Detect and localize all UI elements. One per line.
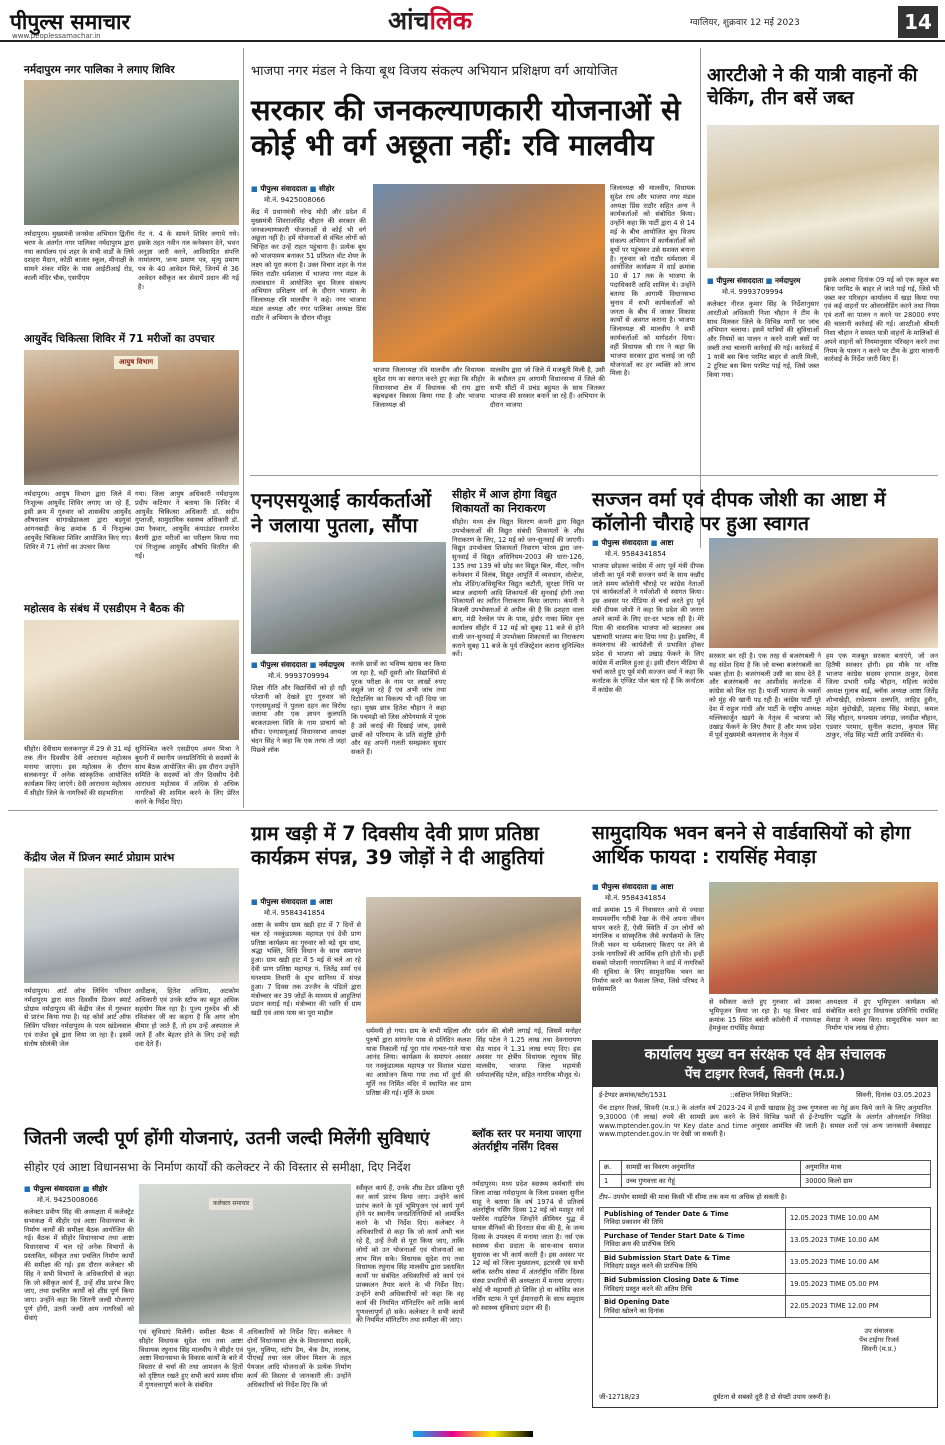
tender-footer: दुर्घटना से सबको दूरी है दो सेफ्टी उपाय जरूरी है।	[713, 1393, 831, 1402]
tender-date-label: Publishing of Tender Date & Time	[604, 1209, 729, 1218]
article-body: सीहोर। देवीधाम सलकनपुर में 29 से 31 मई तक तीन दिवसीय देवी आराधना महोत्सव मनाया जाएगा। इस महोत्सव के दौरान सलकनपुर में अनेक सांस्कृतिक आयोजित कार्यक्रम किए जाएंगे। देवी आराधना महोत्सव में सीहोर जिले के नागरिकों की सहभागिता	[24, 745, 131, 798]
article-body: हम एक मजबूत सरकार बनाएंगे, जो जन हितैषी सरकार होगी। इस मौके पर वरिष्ठ भाजपा कांग्रेस सदस्य हरपाल ठाकुर, देवास जिला प्रभारी धर्मेंद्र चौहान, महिला कांग्रेस अध्यक्ष गुलाब बाई, ब्लॉक अध्यक्ष आष्टा जितेंद्र शोभाखेड़ी, राधेश्याम दलपति, जाहिद हुसैन, महेश मुंदोखेड़ी, प्रहलाद सिंह मेवाड़ा, कमल सिंह चौहान, घनश्याम जांगड़ा, जगदीश चौहान, एडवार परमार, सुनील कटारा, कृपाल सिंह ठाकुर, नरेंद्र सिंह भाटी आदि उपस्थित थे।	[826, 652, 938, 740]
article-headline: सज्जन वर्मा एवं दीपक जोशी का आष्टा में कॉलोनी चौराहे पर हुआ स्वागत	[592, 488, 886, 536]
table-row	[600, 1229, 931, 1251]
byline-dot-icon: ■	[309, 660, 317, 669]
table-row	[600, 1207, 931, 1229]
article-photo	[24, 80, 239, 225]
byline-dot-icon: ■	[24, 1184, 31, 1193]
article-body: इसके अलावा दिनांक 09 मई को एक स्कूल बस बिना परमिट के बाहर ले जाते पाई गई, जिसे भी जब्त कर परिवहन कार्यालय में खड़ा किया गया एवं कई वाहनों पर ओवरलोडिंग करने तथा नियम एवं शर्तों का पालन न करने पर 28000 रुपए की चालानी कार्रवाई की गई। आरटीओ श्रीमती निशा चौहान ने समस्त यात्री वाहनों के मालिकों से अपने वाहनों को नियमानुसार परिवहन करने तथा नियम के पालन न करने पर टीम के द्वारा चालानी कार्रवाई के निर्देश जारी किए हैं।	[824, 276, 939, 364]
table-cell: उच्च गुणवत्ता का गेहूं	[622, 1174, 801, 1188]
article-body: अध्यक्षता में हुए भूमिपूजन कार्यक्रम को संबोधित करते हुए विधायक प्रतिनिधि रायसिंह मेवाड़ा ने व्यक्त किए। सामुदायिक भवन का निर्माण पांच लाख से होगा।	[826, 998, 938, 1033]
dateline: ग्वालियर, शुक्रवार 12 मई 2023	[690, 18, 800, 28]
tender-date-label-hindi: निविदा खोलने का दिनांक	[604, 1306, 664, 1315]
article-kicker: भाजपा नगर मंडल ने किया बूथ विजय संकल्प अभियान प्रशिक्षण वर्ग आयोजित	[251, 64, 618, 79]
byline-place: नर्मदापुरम	[775, 276, 801, 285]
byline-mobile: मो.नं. 9584341854	[264, 909, 326, 917]
article-body: नर्मदापुरम। मध्य प्रदेश स्वास्थ्य कर्मचारी संघ जिला शाखा नर्मदापुरम के जिला प्रवक्ता सुनील साहू ने बताया कि वर्ष 1974 से प्रतिवर्ष अंतर्राष्ट्रीय नर्सिंग दिवस 12 मई को मशहूर नर्स फ्लोरेंस नाइटिंगेल जिन्होंने क्रीमियर युद्ध में घायल सैनिकों की दिनरात सेवा की है, के जन्म दिवस के उपलक्ष्य में मनाया जाता है। नर्स एक स्वास्थ्य सेवा प्रदाता के साथ-साथ समाज सुधारक का भी कार्य करती है। इस अवसर पर 12 मई को जिला मुख्यालय, इटारसी एवं सभी ब्लॉक स्तरीय संस्था में अंतर्राष्ट्रीय नर्सिंग दिवस संस्था प्रभारियों की अध्यक्षता में मनाया जाएगा। कोई भी महामारी हो शिविर हो या कोविड काल नर्सिंग स्टाफ ने पूर्ण ईमानदारी के साथ समुदाय को स्वास्थ्य सुविधाएं प्रदान की हैं।	[472, 1180, 584, 1312]
byline-mobile: मो.नं. 9993709994	[268, 672, 330, 680]
article-body: करके छात्रों का भविष्य खराब कर किया जा रहा है, वहीं दूसरी ओर विद्यार्थियों से पूरक परीक्षा के नाम पर लाखों रुपए वसूले जा रहे हैं एवं अभी जांच तथा रिटोटलिंग का विकल्प भी नहीं दिया जा रहा। मुख्य छात्र हितेश चौहान ने कहा कि पचमढ़ी को जिस ओपेनमार्क में पूरक है उसे कराई की दिखाई जांच, इससे छात्रों को परिणाम के प्रति संतुष्टि होगी और वह अपनी गलती समझकर सुधार सकते हैं।	[351, 660, 446, 757]
byline-mobile: मो.नं. 9425008066	[264, 196, 326, 204]
tender-dates-table	[599, 1207, 931, 1319]
tender-ref: ई-टेण्डर क्रमांक/स्टोर/1531	[599, 1091, 667, 1100]
byline-mobile: मो.नं. 9425008066	[37, 1196, 99, 1204]
byline-mobile: मो.नं. 9584341854	[605, 894, 667, 902]
article-photo	[709, 538, 938, 648]
article-photo	[139, 1184, 351, 1324]
article-photo	[251, 542, 446, 654]
article-body: अधीक्षक, हितेश अन्डिया, अटकोम अधिकारी एवं उनके स्टॉफ का बहुत अधिक सहयोग मिल रहा है। पूज्य गुरुदेव श्री श्री रविशंकर जी का कहना है कि अगर लोग बीमार हो जाते हैं, तो हम उन्हें अस्पताल ले जाते हैं और बेहतर होने के लिए उन्हें सही दवा देते हैं।	[135, 987, 239, 1048]
table-row	[600, 1274, 931, 1296]
tender-date-label: Purchase of Tender Start Date & Time	[604, 1231, 745, 1240]
table-cell	[600, 1251, 786, 1273]
row-rule	[250, 810, 938, 811]
byline	[251, 897, 361, 906]
table-cell	[600, 1274, 786, 1296]
tender-date-label: Bid Submission Start Date & Time	[604, 1253, 731, 1262]
tender-subtitle: पेंच टाइगर रिजर्व, सिवनी (म.प्र.)	[593, 1067, 937, 1088]
byline-place: सीहोर	[92, 1184, 108, 1193]
byline-dot-icon: ■	[650, 538, 658, 547]
masthead	[0, 0, 945, 42]
tender-date-label: Bid Submission Closing Date & Time	[604, 1276, 739, 1285]
table-header: क्र.	[600, 1160, 622, 1174]
article-body: सुनिश्चित करने एसडीएम अमन मिश्रा ने बुधनी में स्थानीय जनप्रतिनिधि से सदस्यों के साथ बैठक आयोजित की। इस दौरान उन्होंने समिति के सदस्यों को तीन दिवसीय देवी आराधना महोत्सव में अधिक से अधिक नागरिकों की शामिल करने के लिए प्रेरित करने के निर्देश दिए।	[135, 745, 239, 806]
article-body: कलेक्टर प्रवीण सिंह की अध्यक्षता में कलेक्ट्रेट सभाकक्ष में सीहोर एवं आष्टा विधानसभा के निर्माण कार्यों की समीक्षा बैठक आयोजित की गई। बैठक में सीहोर विधानसभा तथा आष्टा विधानसभा में चल रहे अनेक विभागों के प्रस्तावित, स्वीकृत तथा प्रचलित निर्माण कार्यों की समीक्षा की गई। इस दौरान कलेक्टर श्री सिंह ने सभी विभागों के अधिकारियों से कहा कि जो स्वीकृत कार्य हैं, उन्हें शीघ्र प्रारंभ किए जाए, तथा प्रचलित कार्यों को शीघ्र पूर्ण किया जाए। उन्होंने कहा कि जितनी जल्दी योजनाएं पूर्ण होंगी, उतनी जल्दी आम नागरिकों को सेवाएं	[24, 1208, 134, 1322]
byline-reporter: पीपुल्स संवाददाता	[716, 276, 764, 285]
article-body: सीहोर। मध्य क्षेत्र विद्युत वितरण कंपनी द्वारा विद्युत उपभोक्ताओं की विद्युत संबंधी शिकायतों के शीघ्र निराकरण के लिए, 12 मई को जन-सुनवाई की जाएगी। विद्युत उपभोक्ता शिकायतों निवारण फोरम द्वारा जन-सुनवाई में विद्युत अधिनियम-2003 की धारा-126, 135 तथा 139 को छोड़ कर विद्युत बिल, मीटर, नवीन कनेक्शन में विलंब, विद्युत आपूर्ति में व्यवधान, वोल्टेज, लोड शेडिंग/अधिसूचित विद्युत कटौती, सुरक्षा निधि पर ब्याज अदायगी आदि शिकायतों की सुनवाई होगी तथा शिकायतों का त्वरित निराकरण किया जाएगा। कंपनी ने बिजली उपभोक्ताओं से अपील की है कि दशहरा वाला बाग, मंडी रेलवेल पंप के पास, इंदौर नाका स्थित वृत्त कार्यालय सीहोर में 12 मई को सुबह 11 बजे से होने वाली जन-सुनवाई में उपभोक्ता शिकायतों का निराकरण कराने सुबह 11 बजे के पूर्व रजिस्ट्रेशन कराना सुनिश्चित करें।	[452, 518, 584, 659]
newspaper-logo: पीपुल्स समाचार	[10, 9, 131, 34]
byline-place: सीहोर	[319, 184, 335, 193]
byline-dot-icon: ■	[650, 882, 658, 891]
tender-date-label-hindi: निविदा प्रकाशन की तिथि	[604, 1218, 664, 1227]
article-body: एवं सुविधाएं मिलेंगी। समीक्षा बैठक में सीहोर विधायक सुदेश राय तथा आष्टा विधायक रघुनाथ सिंह मालवीय ने सीहोर एवं आष्टा विधानसभा के विकास कार्यों के बारे में विस्तार से चर्चा की तथा आमजन के हितों को दृष्टिगत रखते हुए सभी कार्य समय सीमा में गुणवत्तापूर्ण करने के संबंधित	[139, 1328, 243, 1389]
tender-item-table	[599, 1160, 931, 1188]
photo-banner-sign: कलेक्टर समाचार	[209, 1198, 253, 1210]
article-body: से स्वीकार करते हुए गुरुवार को उसका भूमिपूजन किया जा रहा है। यह विचार वार्ड क्रमांक 15 स्थित बसंती कॉलोनी में नपाध्यक्ष हेमकुंवर रायसिंह मेवाड़ा	[709, 998, 821, 1033]
table-cell: 1	[600, 1174, 622, 1188]
article-headline: सरकार की जनकल्याणकारी योजनाओं से कोई भी वर्ग अछूता नहीं: रवि मालवीय	[251, 93, 681, 163]
byline-place: आष्टा	[660, 882, 674, 891]
article-headline: सामुदायिक भवन बनने से वार्डवासियों को होगा आर्थिक फायदा : रायसिंह मेवाड़ा	[592, 822, 911, 868]
table-cell	[600, 1207, 786, 1229]
byline-reporter: पीपुल्स संवाददाता	[601, 538, 649, 547]
byline-dot-icon: ■	[592, 538, 599, 547]
print-color-bar	[0, 1428, 945, 1440]
article-headline: महोत्सव के संबंध में एसडीएम ने बैठक की	[24, 603, 185, 615]
article-photo	[24, 868, 239, 983]
table-row	[600, 1251, 931, 1273]
section-title-right: लिक	[429, 6, 473, 35]
byline-mobile: मो.नं. 9584341854	[605, 550, 667, 558]
byline-place: आष्टा	[660, 538, 674, 547]
tender-date-value: 22.05.2023 TIME 12.00 PM	[786, 1296, 931, 1318]
tender-date-value: 13.05.2023 TIME 10.00 AM	[786, 1251, 931, 1273]
tender-date-label: Bid Opening Date	[604, 1298, 670, 1307]
tender-code: जी-12718/23	[599, 1393, 640, 1402]
byline-reporter: पीपुल्स संवाददाता	[260, 184, 308, 193]
table-header: सामग्री का विवरण अनुमानित	[622, 1160, 801, 1174]
tender-notice-label: ::संक्षिप्त निविदा विज्ञप्ति::	[730, 1091, 793, 1100]
article-body: कलेक्टर नीरज कुमार सिंह के निर्देशानुसार आरटीओ अधिकारी निशा चौहान ने टीम के साथ मिलकर जिले के विभिन्न मार्गों पर जांच अभियान चलाया। इसमें यात्रियों की सुविधाओं और नियमों का पालन न करने वाली बसों पर जब्ती तथा चालानी कार्रवाई की गई। कार्रवाई में 1 यात्री बस बिना परमिट बाहर से आती मिली, 2 टूरिस्ट बस बिना परमिट पाई गई, जिसे जब्त किया गया।	[707, 300, 819, 379]
row-rule	[250, 475, 938, 476]
table-row	[600, 1296, 931, 1318]
photo-banner-sign: आयुष विभाग	[114, 356, 158, 369]
article-body: अधिकारियों को निर्देश दिए। कलेक्टर ने दोनों विधानसभा क्षेत्र के विधानसभा सड़कें, पुल, पुलिया, स्टॉप डैम, चेक डैम, तालाब, पीएचई तथा जल जीवन मिशन के तहत पेयजल आदि योजनाओं के प्रत्येक निर्माण कार्य की विस्तार से जानकारी ली। उन्होंने अधिकारियों को निर्देश दिए कि जो	[247, 1328, 351, 1389]
article-body: धर्ममयी हो गया। ग्राम के सभी महिला और पुरुषों द्वारा सांगानेर पास से प्रतिदिन कलश यात्रा निकाली गई पूरा गांव नाचत-गाते यात्रा आनंद लिया। कार्यक्रम के समापन अवसर पर नवकुंडात्मक महायज्ञ पर विशाल भंडारा का आयोजन किया गया तथा माँ दुर्गा की मूर्ति नव निर्मित मंदिर में स्थापित कर प्राण प्रतिष्ठा की गई। मूर्ति के प्रथम	[366, 1027, 471, 1097]
article-body: नर्मदापुरम। आयुष विभाग द्वारा जिले में निःशुल्क आयुर्वेद शिविर लगाए जा रहे हैं, इसी क्रम में गुरुवार को शासकीय आयुर्वेद औषधालय सांगाखेड़ाकला द्वारा बड़गुवां आंगनबाड़ी केन्द्र क्रमांक 6 में निःशुल्क आयुर्वेद चिकित्सा शिविर आयोजित किए गए। शिविर में 71 लोगों का उपचार किया	[24, 490, 131, 551]
article-photo	[709, 882, 938, 994]
column-rule	[243, 48, 244, 808]
article-body: जिलाध्यक्ष श्री मालवीय, विधायक सुदेश राय और भाजपा नगर मंडल अध्यक्ष प्रिंस राठौर सहित अन्य ने कार्यकर्ताओं को संबोधित किया। उन्होंने कहा कि पार्टी द्वारा 4 से 14 मई के बीच आयोजित बूथ विजय संकल्प अभियान में कार्यकर्ताओं को बूथों पर पहुंचकर उसे सशक्त बनाना है। गुरुवार को राठौर धर्मशाला में आयोजित कार्यक्रम में वार्ड क्रमांक 10 से 17 तक के भाजपा के पदाधिकारी आदि शामिल थे। उन्होंने बताया कि आगामी विधानसभा चुनाव में सभी कार्यकर्ताओं को जनता के बीच में जाकर विकास कार्यों से अवगत कराना है। भाजपा जिलाध्यक्ष श्री मालवीय ने सभी कार्यकर्ताओं को मार्गदर्शन दिया। वहीं विधायक श्री राय ने कहा कि भाजपा सरकार द्वारा चलाई जा रही योजनाओं का हर व्यक्ति को लाभ मिला है।	[610, 184, 695, 378]
tender-date-label-hindi: निविदाएं प्रस्तुत करने की अंतिम तिथि	[604, 1284, 692, 1293]
article-subhead: सीहोर एवं आष्टा विधानसभा के निर्माण कार्यों की कलेक्टर ने की विस्तार से समीक्षा, दिए निर्देश	[24, 1160, 411, 1174]
table-cell	[600, 1296, 786, 1318]
byline-dot-icon: ■	[309, 184, 317, 193]
article-body: आष्टा के समीप ग्राम खड़ी हाट में 7 दिनों से चल रहे नवकुंडात्मक महायज्ञ एवं देवी प्राण प्रतिष्ठा कार्यक्रम का गुरुवार को बड़े धूम धाम, श्रद्धा भक्ति, विधि विधान के साथ समापन हुआ। ग्राम खड़ी हाट में 5 मई से चले आ रहे देवी प्राण प्रतिष्ठा महायज्ञ पं. जितेंद्र शर्मा एवं घनश्याम तिवारी के शुभ सानिध्य में संपन्न हुआ। 7 दिवस तक उज्जैन के पंडितों द्वारा मंत्रोच्चार कर 39 जोड़ों के माध्यम से आहुतियां प्रदान कराई गई। मंत्रोच्चार की ध्वनि से ग्राम खड़ी एवं आस पास का पूरा माहौल	[251, 921, 361, 1018]
article-body: भाजपा छोड़कर कांग्रेस में आए पूर्व मंत्री दीपक जोशी का पूर्व मंत्री सज्जन वर्मा के साथ कन्नौद जाते समय कॉलोनी चौराहे पर कांग्रेस नेताओं एवं कार्यकर्ताओं ने गर्मजोशी से स्वागत किया। इस अवसर पर मीडिया से चर्चा करते हुए पूर्व मंत्री दीपक जोशी ने कहा कि प्रदेश की जनता अपने कामों के लिए दर-दर भटक रही है। मेरे पिता की वास्तविक भाजपा को बदलकर अब भ्रष्टाचारी भाजपा बना दिया गया है। इसलिए, मैं कमलनाथ की कार्यशैली से प्रभावित होकर प्रदेश से भाजपा को उखाड़ फेंकने के लिए कांग्रेस में शामिल हुआ हूं। इसी दौरान मीडिया से चर्चा करते हुए पूर्व मंत्री सज्जन वर्मा ने कहा कि कर्नाटक के एग्जिट पोल बता रहे हैं कि कर्नाटक में कांग्रेस की	[592, 562, 704, 694]
article-body: गेट नं. 4 के सामने शिविर लगाये गये। इसके तहत नवीन नल कनेक्शन देने, भवन अनुज्ञा जारी करने, आविवादित संपत्ति नामांतरण, जन्म प्रमाण पत्र, मृत्यु प्रमाण पत्र के 40 आवेदन मिले, जिनमें से 36 आवेदन स्वीकृत कर सेवायें प्रदान की गई है।	[138, 230, 239, 291]
table-header-row	[600, 1160, 931, 1174]
article-headline: नर्मदापुरम नगर पालिका ने लगाए शिविर	[24, 64, 175, 76]
byline	[707, 276, 819, 285]
article-photo	[24, 350, 239, 485]
article-body: वार्ड क्रमांक 15 में निवासरत आधे से ज्यादा मध्यमवर्गीय गरीबी रेखा के नीचे अपना जीवन यापन करते हैं, ऐसी स्थिति में उन लोगों को मांगलिक व सांस्कृतिक जैसे कार्यक्रमों के लिए निजी भवन या धर्मशालाएं किराए पर लेने से उनके नागरिकों की आर्थिक हानि होती थी। इन्हीं सबको परेशानी नगरपालिका ने वार्ड में नागरिकों की सुविधा के लिए सामुदायिक भवन का निर्माण करने का फैसला लिया, जिसे परिषद ने सर्वसम्मति	[592, 906, 704, 994]
column-rule	[700, 48, 701, 548]
article-headline: केंद्रीय जेल में प्रिजन स्मार्ट प्रोग्राम प्रारंभ	[24, 852, 175, 864]
article-body: गया। जिला आयुष अधिकारी नर्मदापुरम प्रदीप कटियार ने बताया कि शिविर में आयुर्वेद चिकित्सा अधिकारी डॉ. संदीप गुप्ताजी, सामुदायिक स्वास्थ्य अधिकारी डॉ. उमा रैकवार, आयुर्वेद कंपाउंडर रामनरेश बैरागी द्वारा मरीजों का परीक्षण किया गया एवं निःशुल्क आयुर्वेद औषधि वितरित की गईं।	[135, 490, 239, 560]
website-url[interactable]: www.peoplessamachar.in	[12, 32, 101, 40]
tender-signer: उप संचालक पेंच टाईगर रिजर्व सिवनी (म.प्र.)	[859, 1327, 899, 1353]
article-body: दर्शन की बोली लगाई गई, जिसमें मनोहर सिंह पटेल ने 1.25 लाख तथा देवनारायण सेठ यादव ने 1.31 लाख रुपए दिए। इस अवसर पर क्षेत्रीय विधायक रघुनाथ सिंह मालवीय, भाजपा जिला महामंत्री धर्मपालसिंह पटेल, सहित नागरिक मौजूद थे।	[476, 1027, 581, 1080]
article-photo	[707, 125, 939, 268]
tender-date: सिवनी, दिनांक 03.05.2023	[856, 1091, 931, 1100]
page-number: 14	[898, 6, 938, 38]
tender-date-value: 12.05.2023 TIME 10.00 AM	[786, 1207, 931, 1229]
table-cell: 30000 किलो ग्राम	[801, 1174, 931, 1188]
article-headline: जितनी जल्दी पूर्ण होंगी योजनाएं, उतनी जल्दी मिलेंगी सुविधाएं	[24, 1128, 430, 1149]
byline-reporter: पीपुल्स संवाददाता	[601, 882, 649, 891]
article-body: सरकार बन रही है। एक तरह से बजरंगबली ने यह संदेश दिया है कि जो सच्चा बजरंगबली का भक्त होता है। बजरंगबली उसी का साथ देते हैं और बजरंगबली का आशीर्वाद कर्नाटक में कांग्रेस को मिल रहा है। फर्जी भाजपा के भक्तों को मुंह की खानी पड़ रही है। कांग्रेस पार्टी पूरे देश में राहुल गांधी और पार्टी के राष्ट्रीय अध्यक्ष मल्लिकार्जुन खड़गे के नेतृत्व में भाजपा को उखाड़ फेंकने के लिए तैयार है और मध्य प्रदेश में पूर्व मुख्यमंत्री कमलनाथ के नेतृत्व में	[709, 652, 821, 740]
article-body: केंद्र में प्रधानमंत्री नरेन्द्र मोदी और प्रदेश में मुख्यमंत्री शिवराजसिंह चौहान की सरकार की जनकल्याणकारी योजनाओं से कोई भी वर्ग अछूता नहीं है। हमें योजनाओं से वंचित लोगों को चिन्हित कर उन्हें राहत पहुंचाना है। प्रत्येक बूथ को भाजपामय बनाकर 51 प्रतिशत वोट शेयर के लक्ष्य को पूरा करना है। उक्त विचार शहर के गंज स्थित राठौर धर्मशाला में भाजपा नगर मंडल के तत्वावधान में आयोजित बूथ विजय संकल्प अभियान प्रशिक्षण वर्ग के दौरान भाजपा के जिलाध्यक्ष रवि मालवीय ने कहे। नगर भाजपा मंडल अध्यक्ष और नगर पालिका अध्यक्ष प्रिंस राठौर ने अभियान के दौरान मौजूद	[251, 208, 366, 322]
byline-reporter: पीपुल्स संवाददाता	[33, 1184, 81, 1193]
byline	[592, 538, 704, 547]
article-headline: ब्लॉक स्तर पर मनाया जाएगा अंतर्राष्ट्रीय नर्सिंग दिवस	[472, 1128, 582, 1154]
article-body: मालवीय द्वारा जो जिले में मजबूती मिली है, उसी के बदौलत हम आगामी विधानसभा में जिले की सभी सीटों में प्रचंड बहुमत के साथ जितकर भाजपा की सरकार बनाने जा रहे हैं। अभियान के दौरान भाजपा	[490, 366, 605, 410]
tender-title: कार्यालय मुख्य वन संरक्षक एवं क्षेत्र संचालक	[593, 1041, 937, 1067]
byline	[24, 1184, 134, 1193]
tender-date-value: 19.05.2023 TIME 05.00 PM	[786, 1274, 931, 1296]
byline-dot-icon: ■	[765, 276, 773, 285]
byline-place: नर्मदापुरम	[319, 660, 345, 669]
article-body: स्वीकृत कार्य हैं, उनके शीघ्र टेंडर प्रक्रिया पूरी कर कार्य प्रारंभ किया जाए। उन्होंने कार्य प्रारंभ करने के पूर्व भूमिपूजन एवं कार्य पूर्ण होने पर स्थानीय जनप्रतिनिधियों को आमंत्रित करने के भी निर्देश दिए। कलेक्टर ने अधिकारियों से कहा कि जो कार्य अभी चल रहे हैं, उन्हें तेजी से पूरा किया जाए, ताकि लोगों को उन योजनाओं एवं योजनाओं का लाभ मिल सके। विधायक सुदेश राय तथा विधायक रघुनाथ सिंह मालवीय द्वारा प्रस्तावित कार्यों पर संबंधित अधिकारियों को कार्य एवं प्राक्कलन तैयार करने के भी निर्देश दिए। उन्होंने सभी अधिकारियों को कहा कि वह कार्य की नियमित मॉनिटरिंग करें ताकि कार्य गुणवत्तापूर्ण हो सके। कलेक्टर ने सभी कार्यों की नियमित मॉनिटरिंग तथा समीक्षा की जाए।	[356, 1184, 464, 1325]
article-photo	[373, 184, 605, 362]
byline-reporter: पीपुल्स संवाददाता	[260, 897, 308, 906]
color-swatch	[413, 1431, 533, 1437]
section-title	[388, 5, 472, 38]
byline-dot-icon: ■	[592, 882, 599, 891]
article-photo	[366, 897, 581, 1023]
tender-date-label-hindi: निविदाएं प्रस्तुत करने की प्रारंभिक तिथि	[604, 1262, 698, 1271]
tender-note: टीप– उपयोग सामग्री की मात्रा किसी भी सीमा तक कम या अधिक हो सकती है।	[599, 1193, 787, 1202]
byline-place: आष्टा	[319, 897, 333, 906]
article-headline: एनएसयूआई कार्यकर्ताओं ने जलाया पुतला, सौंपा	[251, 488, 432, 537]
byline	[592, 882, 704, 891]
byline-mobile: मो.नं. 9993709994	[722, 288, 784, 296]
byline	[251, 660, 346, 669]
article-photo	[24, 620, 239, 740]
byline-dot-icon: ■	[309, 897, 317, 906]
byline-dot-icon: ■	[251, 184, 258, 193]
table-row	[600, 1174, 931, 1188]
byline-dot-icon: ■	[251, 660, 258, 669]
article-headline: सीहोर में आज होगा विद्युत शिकायतों का निराकरण	[452, 488, 557, 515]
article-body: शिक्षा नीति और विद्यार्थियों को हो रही परेशानी को देखते हुए गुरुवार को एनएसयूआई ने पुतला दहन कर विरोध जताया और एक ज्ञापन कुलपति बरकतउल्ला विवि के नाम प्राचार्य को सौंपा। एनएसयूआई विधानसभा अध्यक्ष चंदन सिंह ने कहा कि एक तरफ तो जहां पिछ्ले लॉक	[251, 684, 346, 754]
byline	[251, 184, 366, 193]
byline-dot-icon: ■	[251, 897, 258, 906]
byline-dot-icon: ■	[82, 1184, 90, 1193]
article-caption: भाजपा जिलाध्यक्ष रवि मालवीय और विधायक सुदेश राय का स्वागत करते हुए कहा कि सीहोर विधानसभा क्षेत्र में विधायक श्री राय द्वारा बढ़चढ़कर विकास किया गया है और भाजपा जिलाध्यक्ष श्री	[373, 366, 485, 410]
tender-date-value: 13.05.2023 TIME 10.00 AM	[786, 1229, 931, 1251]
article-headline: आरटीओ ने की यात्री वाहनों की चेकिंग, तीन बसें जब्त	[707, 65, 918, 110]
tender-refline	[593, 1087, 937, 1104]
byline-dot-icon: ■	[707, 276, 714, 285]
byline-reporter: पीपुल्स संवाददाता	[260, 660, 308, 669]
tender-notice	[592, 1040, 938, 1408]
tender-date-label-hindi: निविदा क्रय की प्रारंभिक तिथि	[604, 1240, 675, 1249]
article-headline: आयुर्वेद चिकित्सा शिविर में 71 मरीजों का उपचार	[24, 333, 215, 345]
article-headline: ग्राम खड़ी में 7 दिवसीय देवी प्राण प्रतिष्ठा कार्यक्रम संपन्न, 39 जोड़ों ने दी आहुतियां	[251, 822, 544, 870]
article-body: नर्मदापुरम। आर्ट ऑफ लिविंग परिवार नर्मदापुरम द्वारा सात दिवसीय प्रिजन स्मार्ट प्रोग्राम नर्मदापुरम की केंद्रीय जेल में गुरुवार से प्रारंभ किया गया है। यह कोर्स आर्ट ऑफ लिविंग परिवार नर्मदापुरम के परम खंडेलवाल एवं राजेश दुबे द्वारा लिया जा रहा है। इसमें संतोष सोलंकी जेल	[24, 987, 131, 1048]
section-title-left: आंच	[388, 6, 430, 35]
table-cell	[600, 1229, 786, 1251]
article-caption: नर्मदापुरम। मुख्यमंत्री जनसेवा अभियान द्वितीय चरण के अंतर्गत नगर पालिका नर्मदापुरम द्वारा नया कार्यालय एवं शहर के सभी वार्डों के लिये दशहरा मैदान, कोठी बाजार स्कूल, मीनाक्षी के सामने शंकर मंदिर के पास आईटीआई रोड, काली मंदिर चौक, एसपीएम	[24, 230, 134, 283]
tender-body: पेंच टाइगर रिजर्व, सिवनी (म.प्र.) के अंतर्गत वर्ष 2023-24 में हाथी खाद्यान्न हेतु उच्च गुणवत्ता का गेहूं क्रय किये जाने के लिए अनुमानित 9,30000 (नौ लाख) रुपये की सामग्री क्रय करने के लिये विभिन्न फर्मों से ई-टेण्डरिंग पद्धति के अंतर्गत ऑनलाईन निविदा www.mptender.gov.in पर Key date and time अनुसार आमंत्रित की जाती है। समस्त शर्तों एवं अन्य जानकारी वेबसाइट www.mptender.gov.in पर देखी जा सकती है।	[599, 1103, 931, 1139]
table-header: अनुमानित मात्रा	[801, 1160, 931, 1174]
